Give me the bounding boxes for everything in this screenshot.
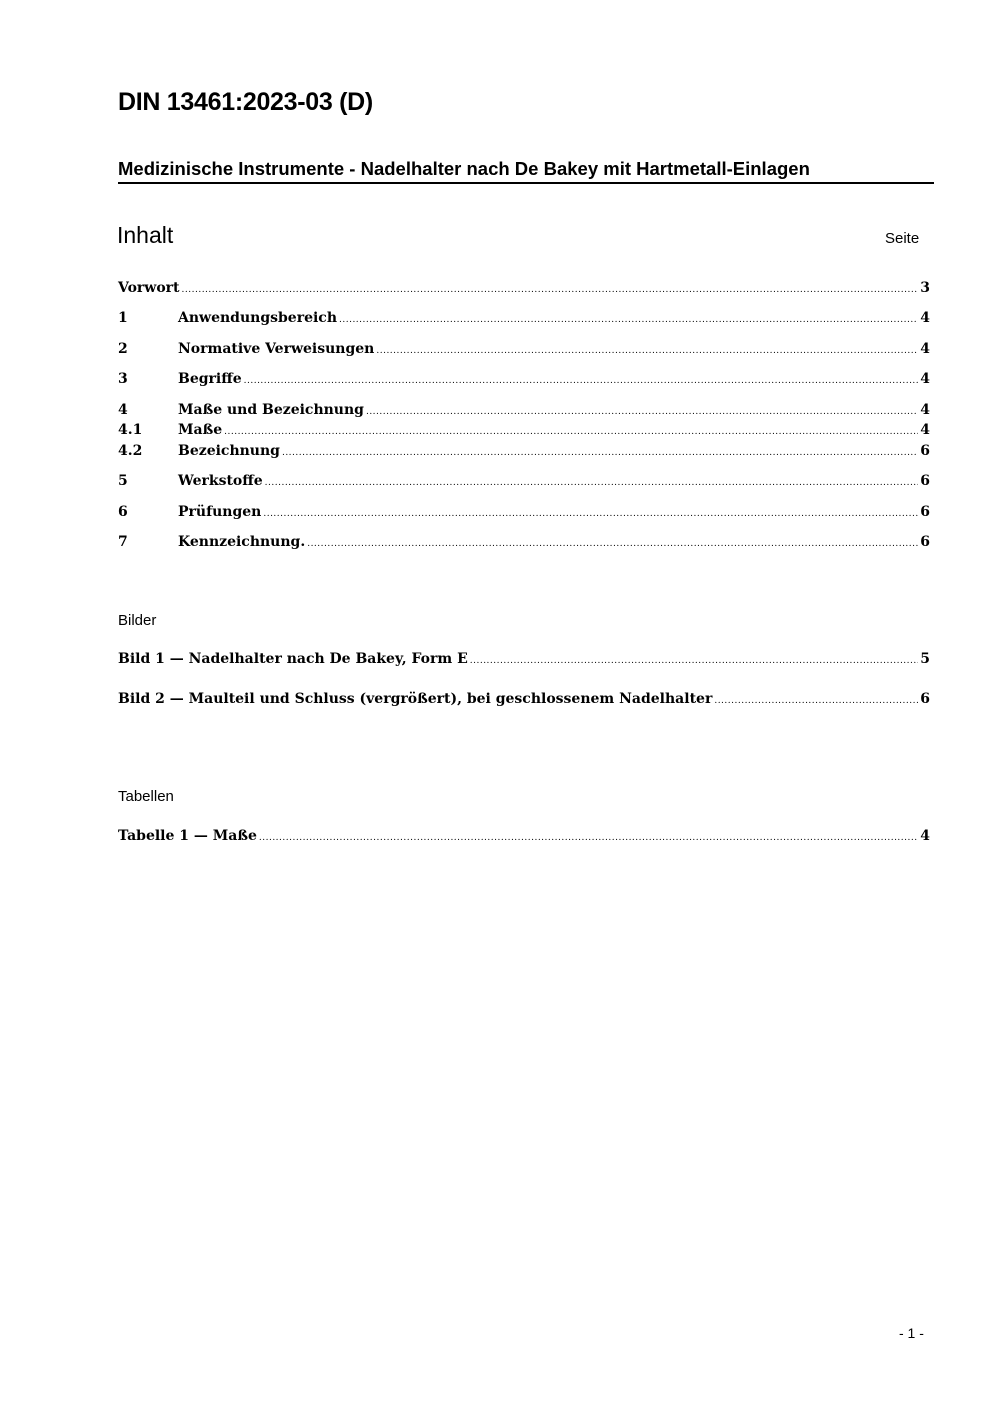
toc-entry-number: 4.2 (118, 443, 143, 459)
toc-leader-dots (244, 371, 919, 387)
toc-entry-number: 4.1 (118, 422, 143, 438)
toc-heading: Inhalt (117, 222, 174, 248)
toc-leader-dots (182, 280, 919, 296)
toc-leader-dots (265, 473, 919, 489)
toc-entry-title: Maße und Bezeichnung (178, 402, 364, 418)
toc-entry-1[interactable] (118, 310, 930, 326)
toc-entry-page: 6 (920, 504, 930, 520)
toc-leader-dots (339, 310, 918, 326)
toc-entry-6[interactable] (118, 504, 930, 520)
toc-leader-dots (224, 422, 918, 438)
tables-heading: Tabellen (118, 788, 174, 805)
toc-entry-page: 3 (920, 280, 930, 296)
figures-heading: Bilder (118, 612, 157, 629)
toc-leader-dots (470, 651, 919, 667)
toc-entry-page: 4 (920, 341, 930, 357)
toc-leader-dots (376, 341, 918, 357)
figure-entry-page: 5 (920, 651, 930, 667)
toc-entry-title: Bezeichnung (178, 443, 280, 459)
toc-entry-number: 3 (118, 371, 128, 387)
page-number-footer: - 1 - (899, 1325, 924, 1341)
toc-entry-title: Normative Verweisungen (178, 341, 375, 357)
document-id: DIN 13461:2023-03 (D) (118, 88, 373, 116)
page-column-label: Seite (885, 230, 920, 247)
toc-entry-number: 5 (118, 473, 128, 489)
table-entry-1[interactable] (118, 828, 930, 844)
toc-entry-page: 4 (920, 310, 930, 326)
toc-leader-dots (366, 402, 918, 418)
toc-entry-page: 6 (920, 473, 930, 489)
toc-entry-number: 4 (118, 402, 128, 418)
toc-entry-page: 4 (920, 422, 930, 438)
table-entry-title: Tabelle 1 — Maße (118, 828, 257, 844)
toc-entry-page: 4 (920, 371, 930, 387)
figure-entry-title: Bild 2 — Maulteil und Schluss (vergrößert), bei geschlossenem Nadelhalter (118, 691, 713, 707)
toc-entry-title: Maße (178, 422, 223, 438)
toc-entry-4[interactable] (118, 402, 930, 418)
toc-entry-page: 6 (920, 443, 930, 459)
toc-entry-title: Werkstoffe (178, 473, 263, 489)
toc-entry-title: Vorwort (118, 280, 180, 296)
toc-entry-4-1[interactable] (118, 422, 930, 438)
toc-leader-dots (259, 828, 918, 844)
toc-entry-vorwort[interactable] (118, 280, 930, 296)
figure-entry-2[interactable] (118, 691, 930, 707)
toc-entry-title: Kennzeichnung. (178, 534, 306, 550)
toc-leader-dots (282, 443, 918, 459)
toc-entry-5[interactable] (118, 473, 930, 489)
toc-leader-dots (714, 691, 918, 707)
toc-leader-dots (263, 504, 918, 520)
toc-entry-number: 6 (118, 504, 128, 520)
toc-leader-dots (307, 534, 918, 550)
toc-entry-page: 4 (920, 402, 930, 418)
toc-entry-title: Prüfungen (178, 504, 262, 520)
figure-entry-title: Bild 1 — Nadelhalter nach De Bakey, Form E (118, 651, 468, 667)
toc-entry-title: Anwendungsbereich (178, 310, 337, 326)
toc-entry-3[interactable] (118, 371, 930, 387)
table-entry-page: 4 (920, 828, 930, 844)
toc-entry-number: 7 (118, 534, 128, 550)
toc-entry-page: 6 (920, 534, 930, 550)
toc-entry-2[interactable] (118, 341, 930, 357)
figure-entry-page: 6 (920, 691, 930, 707)
document-title: Medizinische Instrumente - Nadelhalter nach De Bakey mit Hartmetall-Einlagen (118, 158, 934, 184)
toc-entry-number: 1 (118, 310, 128, 326)
toc-entry-4-2[interactable] (118, 443, 930, 459)
figure-entry-1[interactable] (118, 651, 930, 667)
toc-entry-7[interactable] (118, 534, 930, 550)
toc-entry-title: Begriffe (178, 371, 242, 387)
toc-entry-number: 2 (118, 341, 128, 357)
